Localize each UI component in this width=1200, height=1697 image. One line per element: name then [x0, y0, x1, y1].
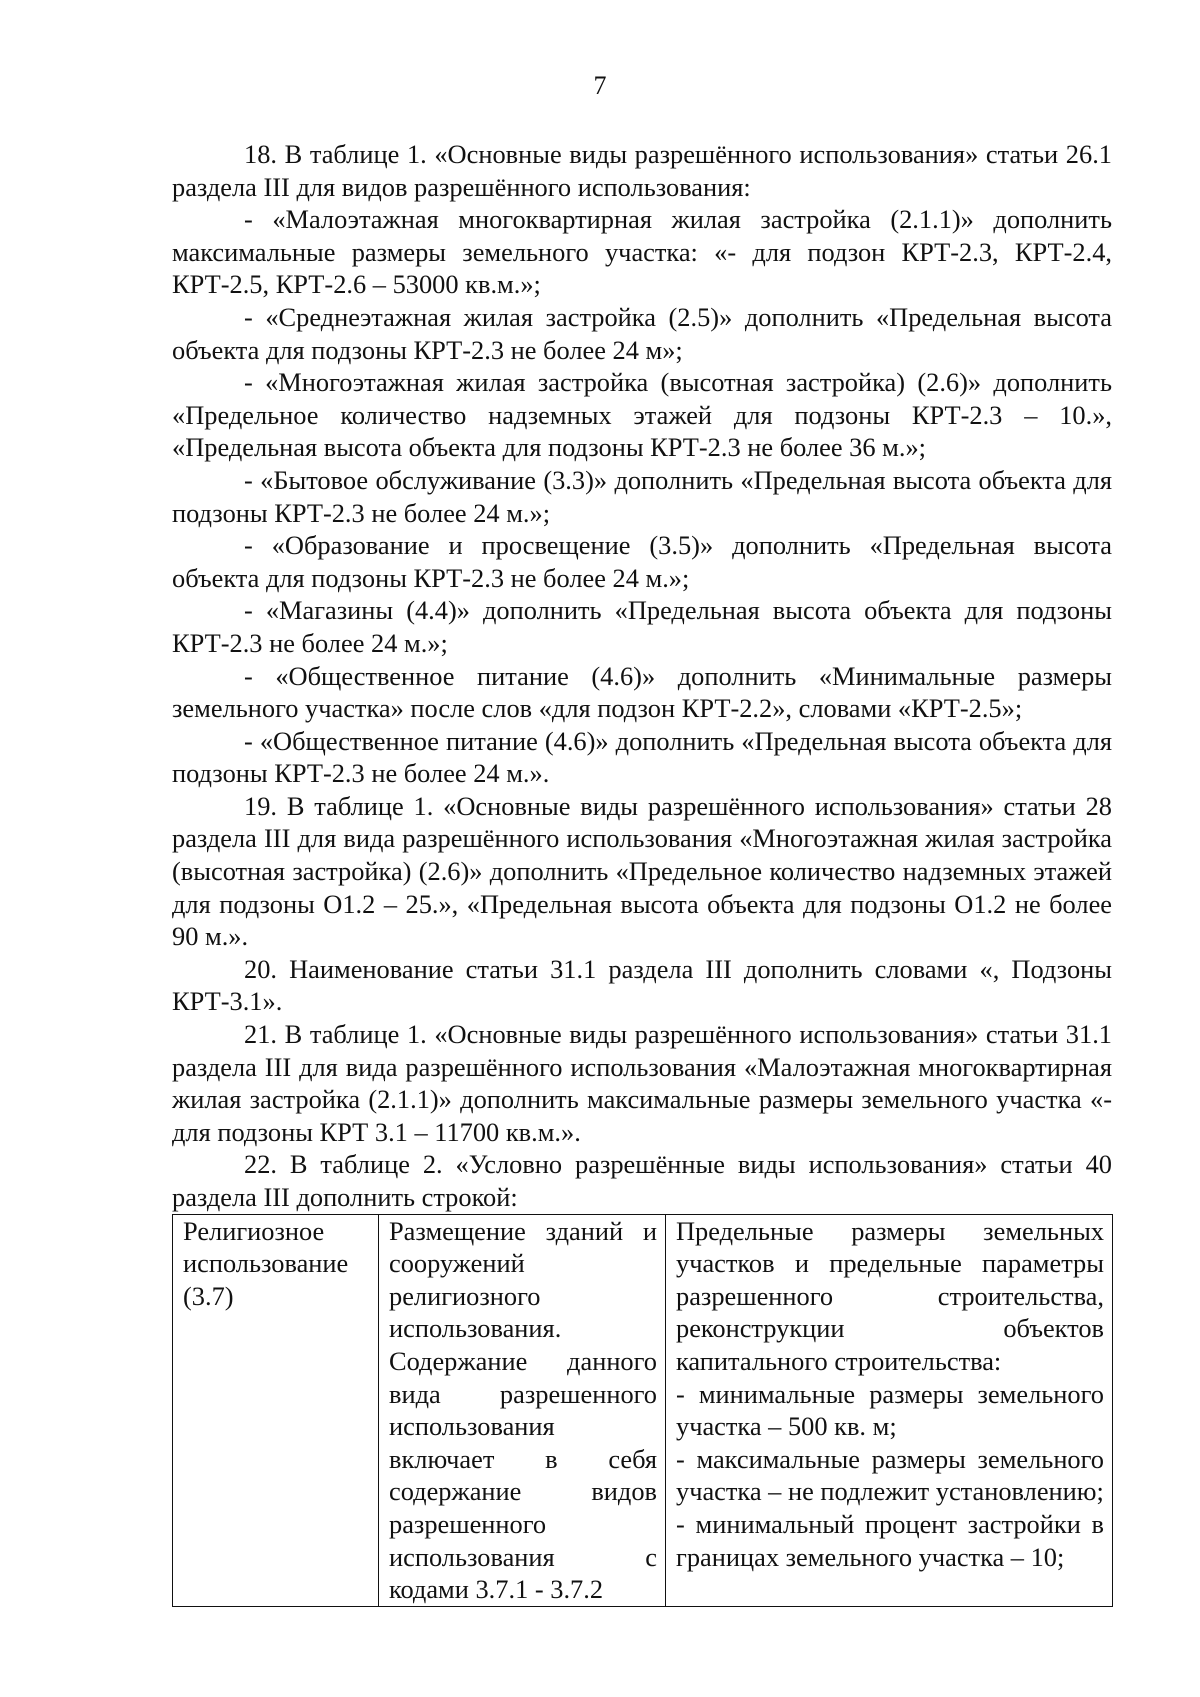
table-cell-use-type: Религиозное использование (3.7) — [173, 1214, 379, 1606]
parameter-min-area: - минимальные размеры земельного участка – 500 кв. м; — [676, 1378, 1104, 1442]
paragraph-18-item-7: - «Общественное питание (4.6)» дополнить «Минимальные размеры земельного участка» после слов «для подзон КРТ-2.2», словами «КРТ-2.5»; — [172, 660, 1112, 724]
additional-row-table — [172, 1214, 1113, 1607]
paragraph-18-item-4: - «Бытовое обслуживание (3.3)» дополнить «Предельная высота объекта для подзоны КРТ-2.3 не более 24 м.»; — [172, 464, 1112, 528]
paragraph-22: 22. В таблице 2. «Условно разрешённые виды использования» статьи 40 раздела III дополнить строкой: — [172, 1149, 1112, 1212]
paragraph-18-item-6: - «Магазины (4.4)» дополнить «Предельная высота объекта для подзоны КРТ-2.3 не более 24 м.»; — [172, 595, 1112, 658]
paragraph-18-item-3: - «Многоэтажная жилая застройка (высотная застройка) (2.6)» дополнить «Предельное количество надземных этажей для подзоны КРТ-2.3 – 10.», «Предельная высота объекта для подзоны КРТ-2.3 не более 36 м.»; — [172, 367, 1112, 463]
paragraph-21: 21. В таблице 1. «Основные виды разрешённого использования» статьи 31.1 раздела III для вида разрешённого использования «Малоэтажная многоквартирная жилая застройка (2.1.1)» дополнить максимальные размеры земельного участка «-для подзоны КРТ 3.1 – 11700 кв.м.». — [172, 1019, 1112, 1147]
paragraph-18-item-8: - «Общественное питание (4.6)» дополнить «Предельная высота объекта для подзоны КРТ-2.3 не более 24 м.». — [172, 725, 1112, 789]
parameter-max-area: - максимальные размеры земельного участка – не подлежит установлению; — [676, 1443, 1104, 1507]
page-number: 7 — [593, 71, 607, 100]
paragraph-20: 20. Наименование статьи 31.1 раздела III дополнить словами «, Подзоны КРТ-3.1». — [172, 953, 1112, 1017]
table-cell-description: Размещение зданий и сооружений религиозного использования. Содержание данного вида разрешенного использования включает в себя содержание видов разрешенного использования с кодами 3.7.1 - 3.7.2 — [379, 1214, 666, 1606]
paragraph-18-item-1: - «Малоэтажная многоквартирная жилая застройка (2.1.1)» дополнить максимальные размеры земельного участка: «- для подзон КРТ-2.3, КРТ-2.4, КРТ-2.5, КРТ-2.6 – 53000 кв.м.»; — [172, 204, 1112, 300]
table-cell-parameters — [666, 1214, 1113, 1606]
document-body — [172, 138, 1112, 1607]
paragraph-19: 19. В таблице 1. «Основные виды разрешённого использования» статьи 28 раздела III для вида разрешённого использования «Многоэтажная жилая застройка (высотная застройка) (2.6)» дополнить «Предельное количество надземных этажей для подзоны О1.2 – 25.», «Предельная высота объекта для подзоны О1.2 не более 90 м.». — [172, 790, 1112, 952]
parameters-intro: Предельные размеры земельных участков и предельные параметры разрешенного строительства, реконструкции объектов капитального строительства: — [676, 1215, 1104, 1376]
paragraph-18-item-2: - «Среднеэтажная жилая застройка (2.5)» дополнить «Предельная высота объекта для подзоны КРТ-2.3 не более 24 м»; — [172, 301, 1112, 365]
paragraph-18: 18. В таблице 1. «Основные виды разрешённого использования» статьи 26.1 раздела III для видов разрешённого использования: — [172, 139, 1112, 202]
table-row — [173, 1214, 1113, 1606]
paragraph-18-item-5: - «Образование и просвещение (3.5)» дополнить «Предельная высота объекта для подзоны КРТ-2.3 не более 24 м.»; — [172, 530, 1112, 593]
parameter-min-coverage: - минимальный процент застройки в границах земельного участка – 10; — [676, 1508, 1104, 1572]
